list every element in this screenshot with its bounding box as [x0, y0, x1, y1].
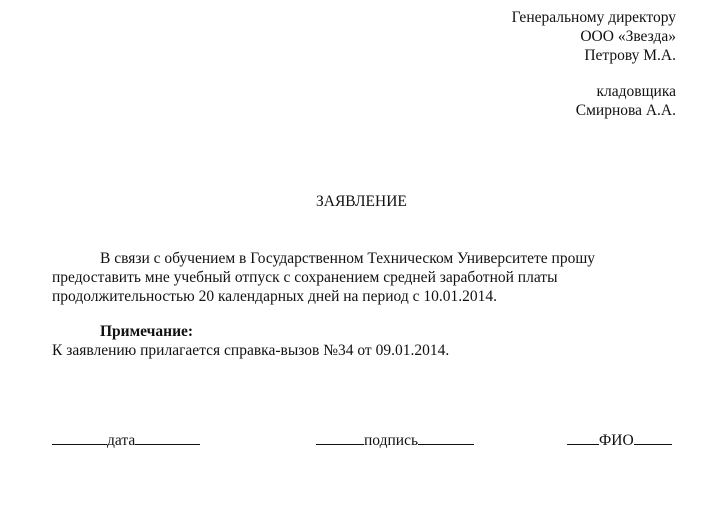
- body-line-1: В связи с обучением в Государственном Техническом Университете прошу: [100, 250, 596, 267]
- document-title: ЗАЯВЛЕНИЕ: [316, 193, 407, 210]
- name-field: [567, 430, 672, 450]
- note-text: К заявлению прилагается справка-вызов №34 от 09.01.2014.: [52, 342, 450, 359]
- signature-line-left: [316, 430, 364, 445]
- addressee-line-1: Генеральному директору: [511, 9, 676, 26]
- signature-field: [316, 430, 474, 450]
- note-label: Примечание:: [100, 323, 194, 340]
- name-line-right: [634, 430, 672, 445]
- addressee-line-3: Петрову М.А.: [584, 47, 676, 64]
- name-line-left: [567, 430, 599, 445]
- date-field: [52, 430, 200, 450]
- sender-position: кладовщика: [596, 83, 676, 100]
- signature-line-right: [418, 430, 474, 445]
- date-label: дата: [107, 432, 136, 449]
- name-label: ФИО: [599, 432, 634, 449]
- body-line-3: продолжительностью 20 календарных дней на период с 10.01.2014.: [52, 288, 497, 305]
- sender-name: Смирнова А.А.: [575, 102, 676, 119]
- date-line-left: [52, 430, 107, 445]
- date-line-right: [135, 430, 200, 445]
- body-line-2: предоставить мне учебный отпуск с сохранением средней заработной платы: [52, 269, 558, 286]
- signature-label: подпись: [364, 432, 419, 449]
- addressee-line-2: ООО «Звезда»: [580, 28, 676, 45]
